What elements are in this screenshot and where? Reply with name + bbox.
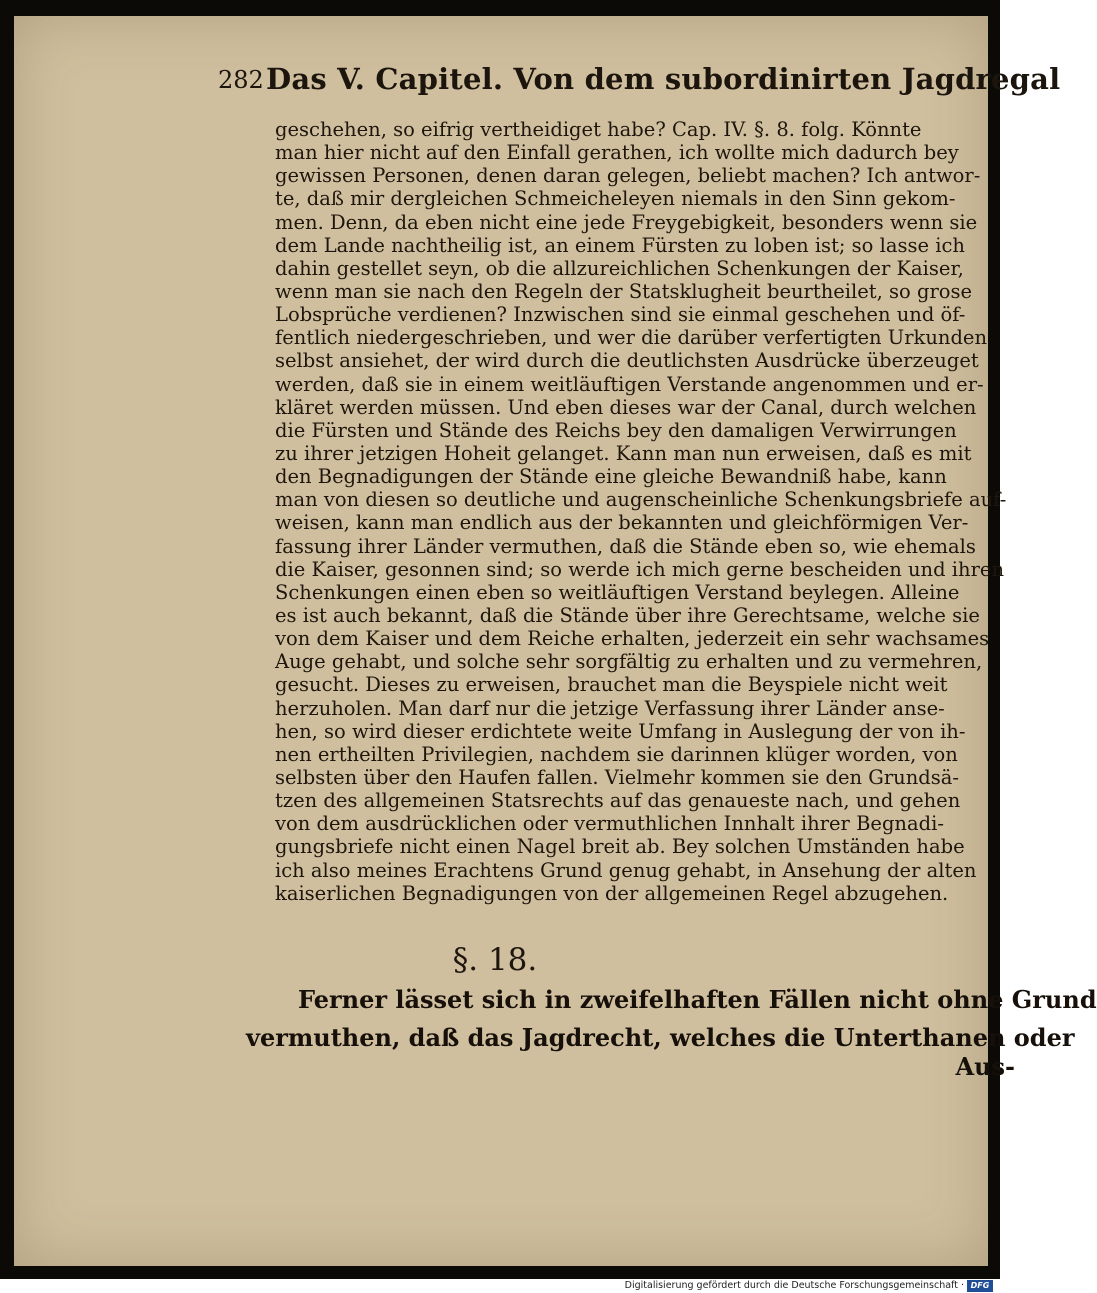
text-line: hen, so wird dieser erdichtete weite Umfang in Auslegung der von ih- [275, 719, 966, 743]
page-number: 282 [218, 66, 264, 94]
text-line: Auge gehabt, und solche sehr sorgfältig zu erhalten und zu vermehren, [275, 650, 983, 674]
text-line: gungsbriefe nicht einen Nagel breit ab. Bey solchen Umständen habe [275, 835, 965, 859]
text-line: kläret werden müssen. Und eben dieses war der Canal, durch welchen [275, 395, 977, 419]
text-line: die Fürsten und Stände des Reichs bey den damaligen Verwirrungen [275, 418, 957, 442]
text-line: selbst ansiehet, der wird durch die deutlichsten Ausdrücke überzeuget [275, 349, 979, 373]
text-line: men. Denn, da eben nicht eine jede Freygebigkeit, besonders wenn sie [275, 210, 978, 234]
text-line: kaiserlichen Begnadigungen von der allgemeinen Regel abzugehen. [275, 881, 949, 905]
funding-note: Digitalisierung gefördert durch die Deutsche Forschungsgemeinschaft · [624, 1280, 964, 1291]
text-line: geschehen, so eifrig vertheidiget habe? Cap. IV. §. 8. folg. Könnte [275, 118, 922, 141]
next-paragraph [246, 981, 1097, 1057]
text-line: Lobsprüche verdienen? Inzwischen sind sie einmal geschehen und öf- [275, 303, 966, 327]
text-line: herzuholen. Man darf nur die jetzige Verfassung ihrer Länder anse- [275, 696, 945, 720]
text-line: dahin gestellet seyn, ob die allzureichlichen Schenkungen der Kaiser, [275, 256, 964, 280]
dfg-logo-icon: DFG [967, 1280, 993, 1292]
text-line: Ferner lässet sich in zweifelhaften Fällen nicht ohne Grund [298, 985, 1097, 1014]
text-line: te, daß mir dergleichen Schmeicheleyen niemals in den Sinn gekom- [275, 187, 956, 211]
text-line: gewissen Personen, denen daran gelegen, beliebt machen? Ich antwor- [275, 164, 981, 188]
text-line: den Begnadigungen der Stände eine gleiche Bewandniß habe, kann [275, 465, 947, 489]
body-text [275, 118, 1007, 905]
text-line: fassung ihrer Länder vermuthen, daß die Stände eben so, wie ehemals [275, 534, 976, 558]
text-line: zu ihrer jetzigen Hoheit gelanget. Kann man nun erweisen, daß es mit [275, 441, 972, 465]
catchword: Aus- [955, 1052, 1015, 1081]
text-line: tzen des allgemeinen Statsrechts auf das genaueste nach, und gehen [275, 789, 961, 813]
text-line: gesucht. Dieses zu erweisen, brauchet man die Beyspiele nicht weit [275, 673, 948, 697]
text-line: es ist auch bekannt, daß die Stände über ihre Gerechtsame, welche sie [275, 603, 980, 627]
text-line: man von diesen so deutliche und augenscheinliche Schenkungsbriefe auf- [275, 488, 1007, 512]
section-heading: §. 18. [452, 942, 538, 978]
text-line: werden, daß sie in einem weitläuftigen Verstande angenommen und er- [275, 372, 984, 396]
running-head [218, 62, 1061, 102]
text-line: von dem Kaiser und dem Reiche erhalten, jederzeit ein sehr wachsames [275, 627, 990, 651]
text-line: Schenkungen einen eben so weitläuftigen Verstand beylegen. Alleine [275, 580, 960, 604]
text-line: dem Lande nachtheilig ist, an einem Fürsten zu loben ist; so lasse ich [275, 233, 965, 257]
text-line: selbsten über den Haufen fallen. Vielmehr kommen sie den Grundsä- [275, 765, 959, 789]
text-line: wenn man sie nach den Regeln der Statsklugheit beurtheilet, so grose [275, 279, 973, 303]
text-line: nen ertheilten Privilegien, nachdem sie darinnen klüger worden, von [275, 742, 958, 766]
text-line: fentlich niedergeschrieben, und wer die darüber verfertigten Urkunden [275, 326, 988, 350]
text-line: vermuthen, daß das Jagdrecht, welches die Unterthanen oder [246, 1023, 1075, 1052]
text-line: die Kaiser, gesonnen sind; so werde ich mich gerne bescheiden und ihren [275, 557, 1005, 581]
chapter-title: Das V. Capitel. Von dem subordinirten Jagdregal [266, 62, 1061, 96]
text-line: ich also meines Erachtens Grund genug gehabt, in Ansehung der alten [275, 858, 977, 882]
text-line: man hier nicht auf den Einfall gerathen, ich wollte mich dadurch bey [275, 141, 959, 165]
digitization-footer [0, 1279, 1000, 1293]
text-line: weisen, kann man endlich aus der bekannten und gleichförmigen Ver- [275, 511, 969, 535]
text-line: von dem ausdrücklichen oder vermuthlichen Innhalt ihrer Begnadi- [275, 812, 944, 836]
